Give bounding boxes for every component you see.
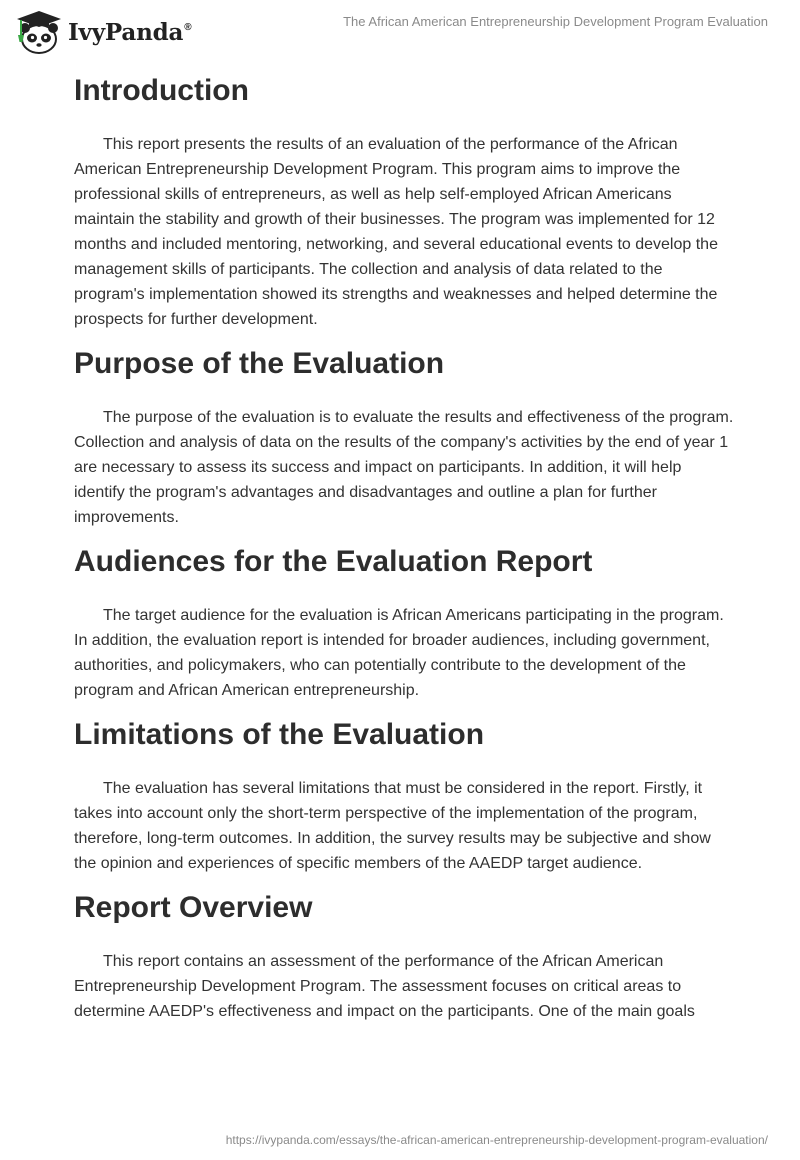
section-paragraph: This report contains an assessment of the performance of the African American Entrepreneurship Development Program. The assessment focuses on critical areas to determine AAEDP's effectiveness and impact on the participants. One of the main goals xyxy=(74,953,695,1020)
section-heading: Audiences for the Evaluation Report xyxy=(74,545,593,578)
section-paragraph: The target audience for the evaluation is African Americans participating in the program. In addition, the evaluation report is intended for broader audiences, including government, authorities, and policymakers, who can potentially contribute to the development of the program and African American entrepreneurship. xyxy=(74,607,724,699)
section-heading: Introduction xyxy=(74,74,249,107)
section-heading: Purpose of the Evaluation xyxy=(74,347,445,380)
section-purpose xyxy=(74,345,734,530)
section-report-overview xyxy=(74,889,734,1024)
panda-graduation-cap-icon xyxy=(12,8,64,54)
section-introduction xyxy=(74,72,734,332)
essay-content xyxy=(74,62,734,1037)
section-paragraph: The purpose of the evaluation is to evaluate the results and effectiveness of the program. Collection and analysis of data on the results of the company's activities by the end of year 1 are necessary to assess its success and impact on participants. In addition, it will help identify the program's advantages and disadvantages and outline a plan for further improvements. xyxy=(74,409,734,526)
section-heading: Limitations of the Evaluation xyxy=(74,718,485,751)
registered-mark: ® xyxy=(184,21,192,33)
ivypanda-logo[interactable] xyxy=(12,8,191,54)
brand-name: IvyPanda® xyxy=(68,18,192,46)
section-limitations xyxy=(74,716,734,876)
document-title: The African American Entrepreneurship Development Program Evaluation xyxy=(343,14,768,29)
section-paragraph: The evaluation has several limitations that must be considered in the report. Firstly, it takes into account only the short-term perspective of the implementation of the program, therefore, long-term outcomes. In addition, the survey results may be subjective and show the opinion and experiences of specific members of the AAEDP target audience. xyxy=(74,780,711,872)
section-paragraph: This report presents the results of an evaluation of the performance of the African American Entrepreneurship Development Program. This program aims to improve the professional skills of entrepreneurs, as well as help self-employed African Americans maintain the stability and growth of their businesses. The program was implemented for 12 months and included mentoring, networking, and several educational events to develop the management skills of participants. The collection and analysis of data related to the program's implementation showed its strengths and weaknesses and helped determine the prospects for further development. xyxy=(74,136,718,328)
source-url-link[interactable]: https://ivypanda.com/essays/the-african-american-entrepreneurship-development-program-evaluation/ xyxy=(225,1133,768,1147)
page-header xyxy=(0,0,800,60)
section-heading: Report Overview xyxy=(74,891,313,924)
section-audiences xyxy=(74,543,734,703)
